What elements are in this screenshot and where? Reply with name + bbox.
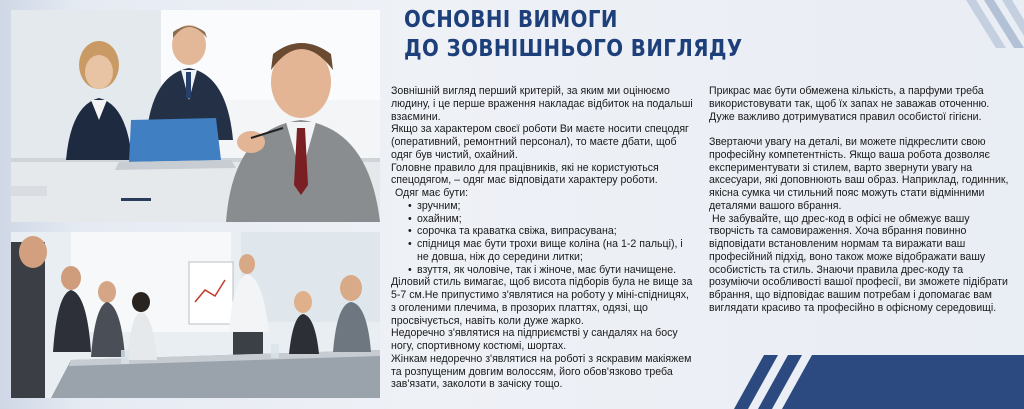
list-item: • охайним; — [391, 213, 696, 226]
makeup-paragraph: Жінкам недоречно з'являтися на роботі з яскравим макіяжем та розпущеним довгим волоссям, його обов'язково треба зав'язати, заколоти в зачіску тощо. — [391, 352, 692, 391]
dress-code-paragraph: Не забувайте, що дрес-код в офісі не обмежує вашу творчість та самовираження. Хоча вбрання повинно відповідати встановленим нормам та виражати ваш професійний підхід, воно також може відображати вашу особистість та стиль. Знаючи правила дрес-коду та розуміючи особливості вашої професії, ви зможете підібрати вбрання, що відповідає вашим потребам і допомагає вам виглядати красиво та професійно в офісному середовищі. — [709, 212, 1011, 314]
details-paragraph: Звертаючи увагу на деталі, ви можете підкреслити свою професійну компетентність. Якщо ваша робота дозволяє експериментувати зі стилем, варто звернути увагу на аксесуари, які доповнюють ваш образ. Наприклад, годинник, якісна сумка чи стильний пояс можуть стати відмінними деталями вашого вбрання. — [709, 136, 1009, 212]
list-item: • спідниця має бути трохи вище коліна (на 1-2 пальці), і не довша, ніж до середини литки; — [391, 238, 696, 264]
office-team-photo — [11, 10, 380, 222]
footwear-paragraph: Недоречно з'являтися на підприємстві у сандалях на босу ногу, спортивному костюмі, шортах. — [391, 327, 678, 352]
decorative-stripes-top — [904, 0, 1024, 48]
list-item: • сорочка та краватка свіжа, випрасувана; — [391, 225, 696, 238]
title-line-2: ДО ЗОВНІШНЬОГО ВИГЛЯДУ — [404, 36, 743, 62]
text-column-right — [709, 85, 1014, 315]
business-style-paragraph: Діловий стиль вимагає, щоб висота підборів була не вище за 5-7 см.Не припустимо з'являтися на роботу у міні-спідницях, з оголеними плечима, в прозорих платтях, одязі, що просвічується, навіть коли дуже жарко. — [391, 276, 693, 327]
presentation-photo — [11, 232, 380, 398]
page-title — [404, 6, 743, 64]
clothing-list-heading: Одяг має бути: — [395, 187, 469, 199]
list-item: • зручним; — [391, 200, 696, 213]
list-item: • взуття, як чоловіче, так і жіноче, має бути начищене. — [391, 264, 696, 277]
uniform-paragraph: Якщо за характером своєї роботи Ви маєте носити спецодяг (оперативний, ремонтний персонал), то маєте дбати, щоб одяг був чистий, охайний. — [391, 123, 689, 161]
text-column-left — [391, 85, 696, 391]
presentation-illustration — [11, 232, 380, 398]
intro-paragraph: Зовнішній вигляд перший критерій, за яким ми оцінюємо людину, і це перше враження накладає відбиток на подальші взаємини. — [391, 85, 693, 123]
clothing-requirements-list — [391, 200, 696, 277]
accessories-paragraph: Прикрас має бути обмежена кількість, а парфуми треба використовувати так, щоб їх запах не заважав оточенню. Дуже важливо дотримуватися правил особистої гігієни. — [709, 85, 990, 123]
main-rule-paragraph: Головне правило для працівників, які не користуються спецодягом, – одяг має відповідати характеру роботи. — [391, 161, 659, 187]
decorative-stripes-bottom — [704, 355, 1024, 409]
office-team-illustration — [11, 10, 380, 222]
title-line-1: ОСНОВНІ ВИМОГИ — [404, 7, 618, 33]
